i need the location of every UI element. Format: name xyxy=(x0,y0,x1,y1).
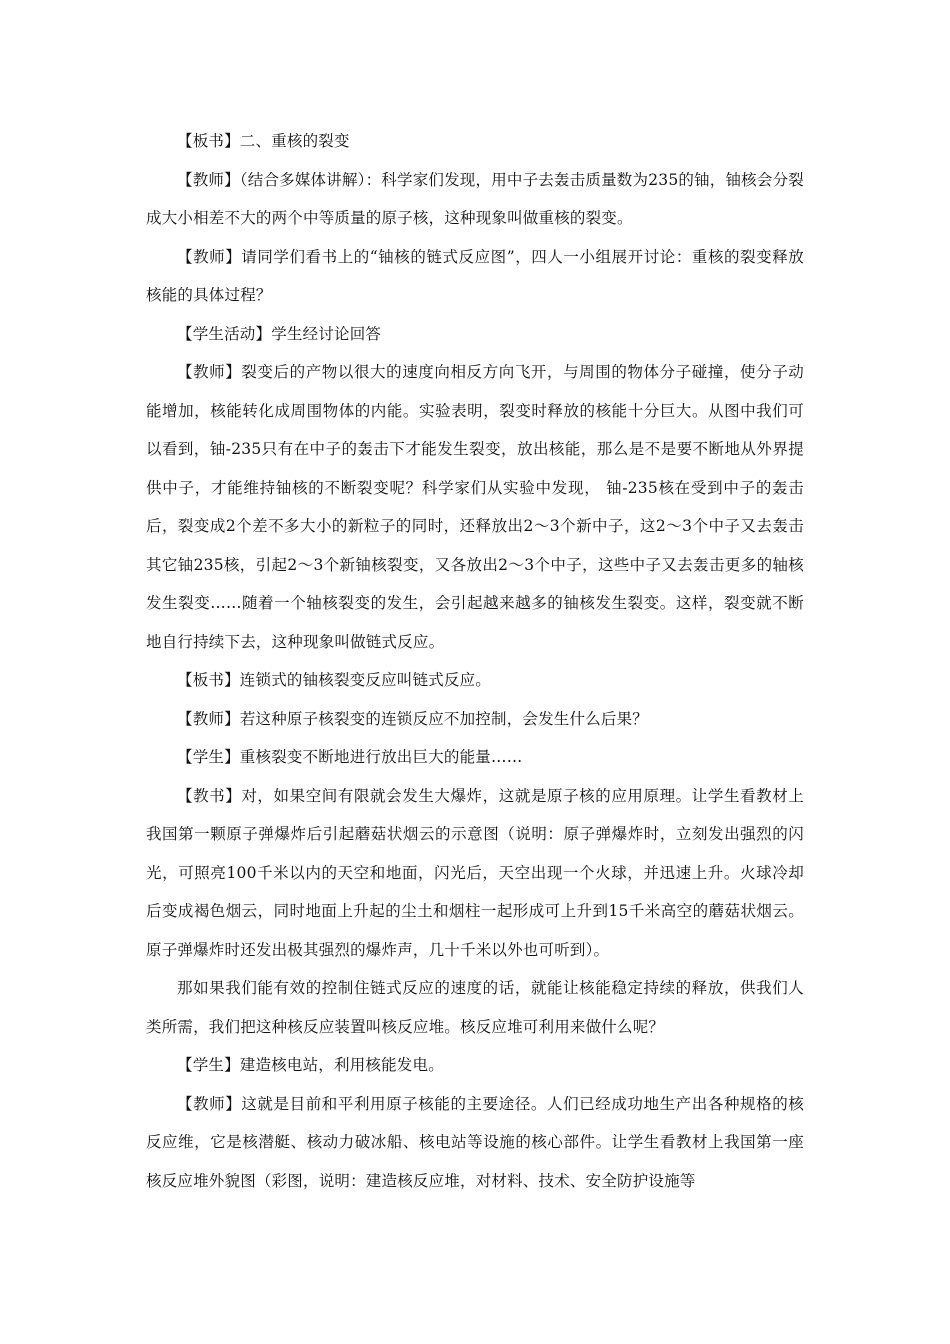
paragraph-student-power-plant: 【学生】建造核电站，利用核能发电。 xyxy=(177,1056,444,1074)
paragraph-teacher-question: 【教师】若这种原子核裂变的连锁反应不加控制，会发生什么后果？ xyxy=(177,709,649,728)
paragraph-teacher-discussion: 【教师】请同学们看书上的“铀核的链式反应图”，四人一小组展开讨论：重核的裂变释放核能的具体过程？ xyxy=(146,247,804,304)
document-body xyxy=(146,122,804,1200)
paragraph-board-chain-definition: 【板书】连锁式的铀核裂变反应叫链式反应。 xyxy=(177,671,492,689)
paragraph-teacher-fission-intro: 【教师】（结合多媒体讲解）：科学家们发现，用中子去轰击质量数为235的铀，铀核会分裂成大小相差不大的两个中等质量的原子核，这种现象叫做重核的裂变。 xyxy=(146,170,804,227)
paragraph-student-answer: 【学生】重核裂变不断地进行放出巨大的能量…… xyxy=(177,748,523,766)
paragraph-board-heading: 【板书】二、重核的裂变 xyxy=(177,132,350,150)
paragraph-student-activity: 【学生活动】学生经讨论回答 xyxy=(177,324,382,343)
paragraph-teacher-chain-reaction: 【教师】裂变后的产物以很大的速度向相反方向飞开，与周围的物体分子碰撞，使分子动能增加，核能转化成周围物体的内能。实验表明，裂变时释放的核能十分巨大。从图中我们可以看到，铀-235只有在中子的轰击下才能发生裂变，放出核能，那么是不是要不断地从外界提供中子，才能维持铀核的不断裂变呢？科学家们从实验中发现， 铀-235核在受到中子的轰击后，裂变成2个差不多大小的新粒子的同时，还释放出2～3个新中子，这2～3个中子又去轰击其它铀235核，引起2～3个新铀核裂变，又各放出2～3个中子，这些中子又去轰击更多的轴核发生裂变……随着一个轴核裂变的发生，会引起越来越多的铀核发生裂变。这样，裂变就不断地自行持续下去，这种现象叫做链式反应。 xyxy=(146,363,804,651)
paragraph-atomic-bomb: 【教书】对，如果空间有限就会发生大爆炸，这就是原子核的应用原理。让学生看教材上我国第一颗原子弹爆炸后引起蘑菇状烟云的示意图（说明：原子弹爆炸时，立刻发出强烈的闪光，可照亮100千米以内的天空和地面，闪光后，天空出现一个火球，并迅速上升。火球冷却后变成褐色烟云，同时地面上升起的尘土和烟柱一起形成可上升到15千米高空的蘑菇状烟云。原子弹爆炸时还发出极其强烈的爆炸声，几十千米以外也可听到）。 xyxy=(146,786,804,959)
paragraph-reactor-intro: 那如果我们能有效的控制住链式反应的速度的话，就能让核能稳定持续的释放，供我们人类所需，我们把这种核反应装置叫核反应堆。核反应堆可利用来做什么呢？ xyxy=(146,979,804,1036)
paragraph-teacher-peaceful-use: 【教师】这就是目前和平利用原子核能的主要途径。人们已经成功地生产出各种规格的核反应维，它是核潜艇、核动力破冰船、核电站等设施的核心部件。让学生看教材上我国第一座核反应堆外貌图（彩图，说明：建造核反应堆，对材料、技术、安全防护设施等 xyxy=(146,1094,804,1190)
